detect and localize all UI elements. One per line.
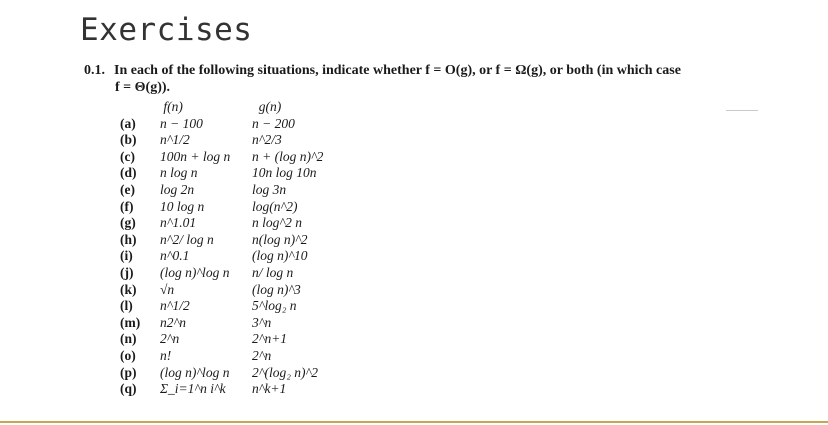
row-f: 10 log n	[160, 198, 205, 214]
row-g: 10n log 10n	[252, 165, 317, 181]
row-f: n − 100	[160, 115, 203, 131]
row-f: 2^n	[160, 331, 180, 347]
table-row	[120, 315, 323, 332]
table-row	[120, 248, 323, 265]
row-f: n^2/ log n	[160, 231, 214, 247]
row-g: log(n^2)	[252, 198, 298, 214]
row-f: n^1.01	[160, 215, 197, 231]
function-table	[120, 99, 323, 398]
row-g: n log^2 n	[252, 215, 302, 231]
table-row	[120, 331, 323, 348]
row-label: (b)	[120, 132, 137, 148]
row-label: (o)	[120, 347, 136, 363]
row-g: n^k+1	[252, 381, 287, 397]
footer-rule	[0, 421, 828, 423]
table-row	[120, 215, 323, 232]
row-label: (g)	[120, 215, 136, 231]
table-row	[120, 365, 323, 382]
row-label: (n)	[120, 331, 137, 347]
row-g: n^2/3	[252, 132, 282, 148]
row-label: (f)	[120, 198, 134, 214]
problem-text-line2: f = Θ(g)).	[115, 80, 171, 95]
row-label: (c)	[120, 148, 135, 164]
table-row	[120, 199, 323, 216]
row-g: n − 200	[252, 115, 295, 131]
row-label: (a)	[120, 115, 136, 131]
row-g: 2^n	[252, 347, 272, 363]
row-f: n^0.1	[160, 248, 190, 264]
row-label: (e)	[120, 181, 135, 197]
row-g: n + (log n)^2	[252, 148, 324, 164]
row-g: 2^(log₂ n)^2	[252, 364, 318, 380]
table-row	[120, 182, 323, 199]
row-g: n(log n)^2	[252, 231, 308, 247]
problem-statement	[84, 62, 774, 96]
row-f: (log n)^log n	[160, 264, 230, 280]
row-f: n^1/2	[160, 132, 190, 148]
slide-title: Exercises	[80, 12, 253, 48]
table-row	[120, 232, 323, 249]
row-label: (i)	[120, 248, 133, 264]
row-f: √n	[160, 281, 175, 297]
problem-number: 0.1.	[84, 63, 105, 78]
row-g: (log n)^3	[252, 281, 301, 297]
table-row	[120, 381, 323, 398]
problem-text-line1: In each of the following situations, indicate whether f = O(g), or f = Ω(g), or both (in which case	[114, 63, 681, 78]
row-g: n/ log n	[252, 264, 294, 280]
row-f: n!	[160, 347, 172, 363]
row-f: Σ_i=1^n i^k	[160, 381, 226, 397]
row-label: (d)	[120, 165, 137, 181]
table-row	[120, 265, 323, 282]
row-f: n log n	[160, 165, 198, 181]
row-label: (q)	[120, 381, 137, 397]
row-label: (k)	[120, 281, 137, 297]
table-row	[120, 165, 323, 182]
row-f: log 2n	[160, 181, 195, 197]
table-row	[120, 348, 323, 365]
row-g: 3^n	[252, 314, 272, 330]
table-row	[120, 116, 323, 133]
row-f: 100n + log n	[160, 148, 231, 164]
row-f: (log n)^log n	[160, 364, 230, 380]
table-header	[120, 99, 323, 116]
table-row	[120, 132, 323, 149]
row-g: (log n)^10	[252, 248, 308, 264]
row-f: n^1/2	[160, 298, 190, 314]
row-label: (h)	[120, 231, 137, 247]
row-f: n2^n	[160, 314, 186, 330]
header-f: f(n)	[163, 99, 183, 114]
row-g: log 3n	[252, 181, 287, 197]
row-label: (j)	[120, 264, 134, 280]
table-row	[120, 149, 323, 166]
table-row	[120, 298, 323, 315]
row-label: (p)	[120, 364, 137, 380]
table-row	[120, 282, 323, 299]
row-g: 5^log₂ n	[252, 298, 297, 314]
row-label: (m)	[120, 314, 141, 330]
decorative-rule	[726, 110, 758, 111]
row-label: (l)	[120, 298, 133, 314]
row-g: 2^n+1	[252, 331, 288, 347]
header-g: g(n)	[258, 99, 282, 114]
